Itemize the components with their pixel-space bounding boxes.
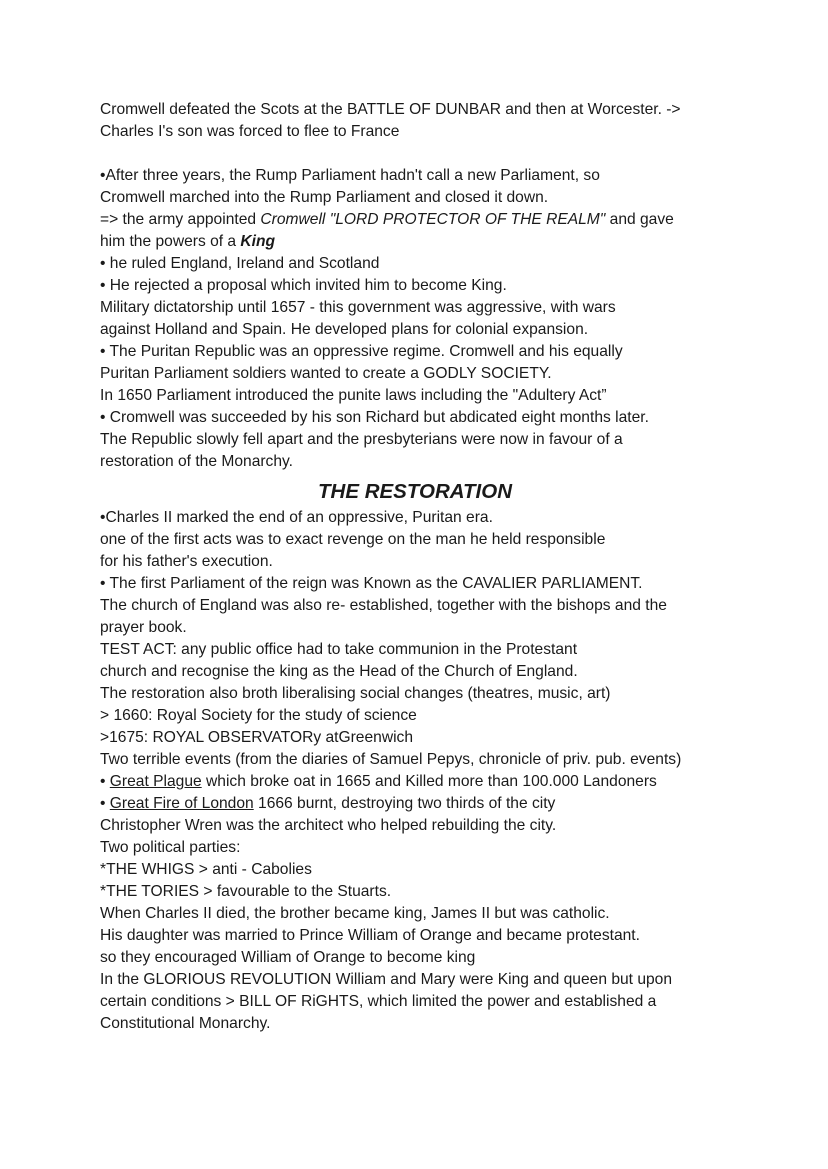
text-line: Puritan Parliament soldiers wanted to create a GODLY SOCIETY. [100,365,552,382]
text-line: Two terrible events (from the diaries of Samuel Pepys, chronicle of priv. pub. events) [100,751,682,768]
text-line: *THE TORIES > favourable to the Stuarts. [100,883,392,900]
text-line [100,231,740,253]
text-run: • [100,795,110,812]
text-line: •Charles II marked the end of an oppressive, Puritan era. [100,509,493,526]
text-line: Charles I's son was forced to flee to France [100,123,400,140]
text-line: church and recognise the king as the Head of the Church of England. [100,663,578,680]
text-line: so they encouraged William of Orange to become king [100,949,476,966]
text-line: restoration of the Monarchy. [100,453,293,470]
text-line: one of the first acts was to exact revenge on the man he held responsible [100,531,606,548]
text-line: Military dictatorship until 1657 - this government was aggressive, with wars [100,299,616,316]
text-line: •After three years, the Rump Parliament hadn't call a new Parliament, so [100,167,600,184]
lord-protector-italic: Cromwell "LORD PROTECTOR OF THE REALM" [260,211,606,228]
text-line [100,793,740,815]
text-line: certain conditions > BILL OF RiGHTS, which limited the power and established a [100,993,657,1010]
text-line: Constitutional Monarchy. [100,1015,271,1032]
text-line: >1675: ROYAL OBSERVATORy atGreenwich [100,729,414,746]
text-line: against Holland and Spain. He developed plans for colonial expansion. [100,321,589,338]
text-line [100,209,740,231]
text-line: • Cromwell was succeeded by his son Richard but abdicated eight months later. [100,409,649,426]
section-heading: THE RESTORATION [318,480,512,503]
text-line: for his father's execution. [100,553,273,570]
text-line: Two political parties: [100,839,241,856]
text-line: • he ruled England, Ireland and Scotland [100,255,380,272]
text-line: In 1650 Parliament introduced the punite laws including the "Adultery Act” [100,387,607,404]
text-run: 1666 burnt, destroying two thirds of the city [253,795,556,812]
text-line: Christopher Wren was the architect who helped rebuilding the city. [100,817,557,834]
text-line: prayer book. [100,619,187,636]
text-line: • The Puritan Republic was an oppressive regime. Cromwell and his equally [100,343,623,360]
text-run: him the powers of a [100,233,241,250]
text-run: • [100,773,110,790]
text-line: Cromwell defeated the Scots at the BATTLE OF DUNBAR and then at Worcester. -> [100,101,681,118]
document-page [100,99,740,1035]
paragraph-gap [100,143,740,165]
text-run: and gave [605,211,674,228]
text-line: > 1660: Royal Society for the study of science [100,707,417,724]
text-line: • He rejected a proposal which invited him to become King. [100,277,507,294]
text-run: => the army appointed [100,211,261,228]
text-run: which broke oat in 1665 and Killed more than 100.000 Landoners [201,773,657,790]
text-line: • The first Parliament of the reign was Known as the CAVALIER PARLIAMENT. [100,575,643,592]
great-fire-underlined: Great Fire of London [109,795,254,812]
text-line: Cromwell marched into the Rump Parliament and closed it down. [100,189,549,206]
text-line: When Charles II died, the brother became king, James II but was catholic. [100,905,610,922]
king-bold-italic: King [240,233,276,250]
great-plague-underlined: Great Plague [109,773,202,790]
text-line: The church of England was also re- established, together with the bishops and the [100,597,667,614]
text-line [100,771,740,793]
text-line: The restoration also broth liberalising social changes (theatres, music, art) [100,685,611,702]
text-line: His daughter was married to Prince William of Orange and became protestant. [100,927,640,944]
text-line: In the GLORIOUS REVOLUTION William and Mary were King and queen but upon [100,971,673,988]
text-line: TEST ACT: any public office had to take communion in the Protestant [100,641,578,658]
text-line: *THE WHIGS > anti - Cabolies [100,861,312,878]
text-line: The Republic slowly fell apart and the presbyterians were now in favour of a [100,431,623,448]
